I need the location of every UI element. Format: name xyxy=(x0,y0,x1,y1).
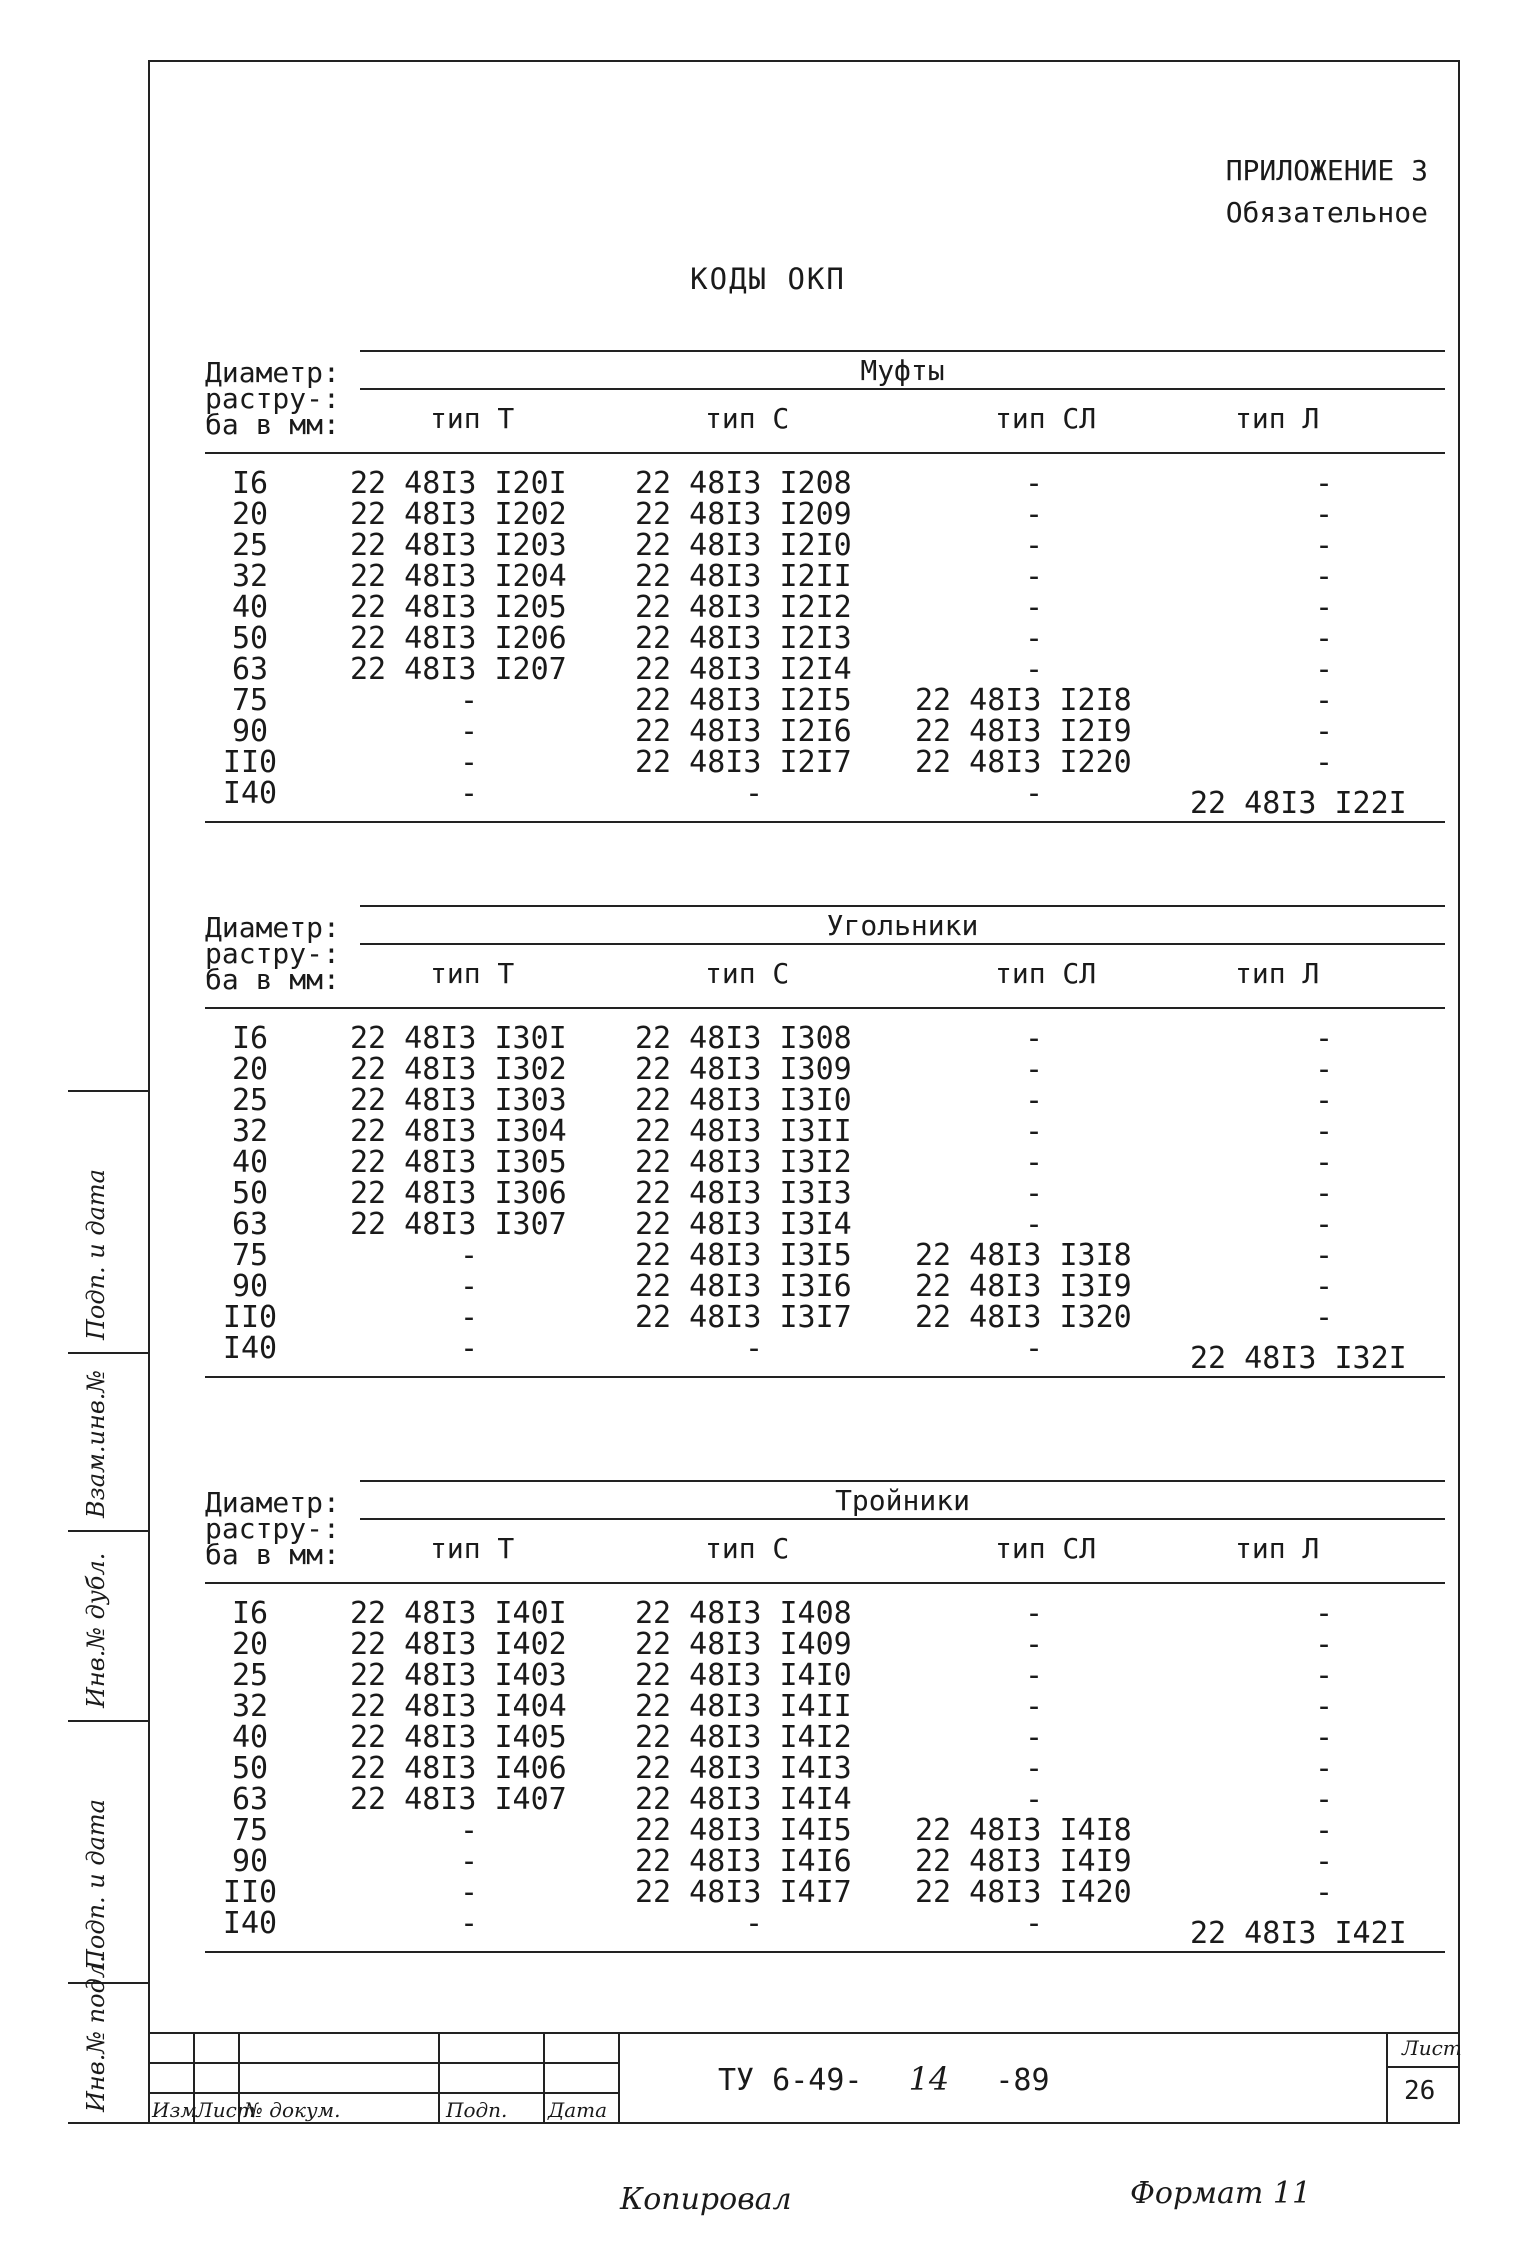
code-cell: - xyxy=(1025,776,1044,811)
code-cell: 22 48I3 I309 xyxy=(635,1052,852,1087)
code-cell: 22 48I3 I305 xyxy=(350,1145,567,1180)
code-cell: - xyxy=(1025,1052,1044,1087)
code-cell: - xyxy=(1315,1751,1334,1786)
code-cell: 22 48I3 I2I2 xyxy=(635,590,852,625)
code-cell: 22 48I3 I320 xyxy=(915,1300,1132,1335)
code-cell: 22 48I3 I3I8 xyxy=(915,1238,1132,1273)
code-cell: 22 48I3 I205 xyxy=(350,590,567,625)
code-cell: 22 48I3 I3I3 xyxy=(635,1176,852,1211)
footer-format: Формат 11 xyxy=(1130,2176,1312,2211)
code-cell: - xyxy=(460,1813,479,1848)
code-cell: 22 48I3 I3I4 xyxy=(635,1207,852,1242)
code-cell: - xyxy=(1025,1596,1044,1631)
sheet-label: Лист xyxy=(1402,2036,1462,2060)
code-cell: - xyxy=(1315,1689,1334,1724)
diameter-cell: 50 xyxy=(231,1751,269,1786)
document-number xyxy=(718,2060,1050,2098)
code-cell: - xyxy=(1315,1300,1334,1335)
diameter-header-label xyxy=(205,911,340,996)
diameter-cell: 40 xyxy=(231,1145,269,1180)
code-cell: 22 48I3 I4I4 xyxy=(635,1782,852,1817)
code-cell: 22 48I3 I2I3 xyxy=(635,621,852,656)
code-cell: - xyxy=(1315,621,1334,656)
code-cell: 22 48I3 I202 xyxy=(350,497,567,532)
stamp-label-sign: Подп. xyxy=(446,2098,508,2122)
appendix-subtitle: Обязательное xyxy=(1225,196,1428,229)
type-header-3: тип Л xyxy=(1235,957,1320,990)
sheet-number: 26 xyxy=(1404,2076,1436,2106)
code-cell: 22 48I3 I405 xyxy=(350,1720,567,1755)
code-cell: - xyxy=(745,1906,764,1941)
code-cell: - xyxy=(1315,1720,1334,1755)
code-cell: - xyxy=(1025,590,1044,625)
header-label-line3: ба в мм: xyxy=(205,408,340,441)
type-header-2: тип СЛ xyxy=(995,402,1097,435)
header-label-line2: растру-: xyxy=(205,937,340,970)
code-cell-l-last: 22 48I3 I22I xyxy=(1190,786,1407,821)
code-cell: 22 48I3 I304 xyxy=(350,1114,567,1149)
header-mid-rule xyxy=(360,388,1445,390)
header-label-line3: ба в мм: xyxy=(205,963,340,996)
side-label-orig-inv: Инв.№ подл. xyxy=(82,1955,110,2112)
code-cell: - xyxy=(1315,1844,1334,1879)
diameter-cell: 25 xyxy=(231,1658,269,1693)
header-bottom-rule xyxy=(205,452,1445,454)
header-mid-rule xyxy=(360,943,1445,945)
code-cell: 22 48I3 I2I5 xyxy=(635,683,852,718)
code-cell: 22 48I3 I203 xyxy=(350,528,567,563)
diameter-cell: II0 xyxy=(222,1300,278,1335)
diameter-cell: I6 xyxy=(231,1021,269,1056)
diameter-cell: 20 xyxy=(231,497,269,532)
code-cell: - xyxy=(1025,1689,1044,1724)
code-cell: - xyxy=(460,1844,479,1879)
code-cell: 22 48I3 I208 xyxy=(635,466,852,501)
diameter-cell: 75 xyxy=(231,1813,269,1848)
section-1 xyxy=(205,350,1445,890)
code-cell: 22 48I3 I4II xyxy=(635,1689,852,1724)
code-cell: 22 48I3 I30I xyxy=(350,1021,567,1056)
section-bottom-rule xyxy=(205,821,1445,823)
code-cell: - xyxy=(460,1331,479,1366)
code-cell: 22 48I3 I2I8 xyxy=(915,683,1132,718)
diameter-cell: 40 xyxy=(231,590,269,625)
code-cell: - xyxy=(460,776,479,811)
type-header-2: тип СЛ xyxy=(995,1532,1097,1565)
code-cell: - xyxy=(1315,1145,1334,1180)
code-cell: 22 48I3 I2I6 xyxy=(635,714,852,749)
diameter-cell: 63 xyxy=(231,652,269,687)
code-cell: - xyxy=(1315,1627,1334,1662)
header-label-line3: ба в мм: xyxy=(205,1538,340,1571)
code-cell: 22 48I3 I3I0 xyxy=(635,1083,852,1118)
diameter-cell: 50 xyxy=(231,621,269,656)
header-mid-rule xyxy=(360,1518,1445,1520)
code-cell: 22 48I3 I409 xyxy=(635,1627,852,1662)
header-label-line2: растру-: xyxy=(205,1512,340,1545)
code-cell: 22 48I3 I3I7 xyxy=(635,1300,852,1335)
code-cell: - xyxy=(1315,1813,1334,1848)
code-cell: - xyxy=(1025,652,1044,687)
code-cell: - xyxy=(1025,1145,1044,1180)
type-header-3: тип Л xyxy=(1235,1532,1320,1565)
code-cell: - xyxy=(460,1906,479,1941)
stamp-label-sheet: Лист xyxy=(196,2098,256,2122)
code-cell: 22 48I3 I3I6 xyxy=(635,1269,852,1304)
code-cell: - xyxy=(1025,466,1044,501)
code-cell: - xyxy=(460,745,479,780)
code-cell: - xyxy=(1025,1021,1044,1056)
code-cell: 22 48I3 I3I2 xyxy=(635,1145,852,1180)
code-cell: - xyxy=(745,1331,764,1366)
diameter-cell: 25 xyxy=(231,1083,269,1118)
code-cell: 22 48I3 I308 xyxy=(635,1021,852,1056)
code-cell: - xyxy=(1315,528,1334,563)
header-label-line1: Диаметр: xyxy=(205,911,340,944)
product-category-title: Угольники xyxy=(826,909,979,942)
document-title: КОДЫ ОКП xyxy=(690,262,846,296)
diameter-cell: 32 xyxy=(231,559,269,594)
header-label-line1: Диаметр: xyxy=(205,1486,340,1519)
code-cell-l-last: 22 48I3 I42I xyxy=(1190,1916,1407,1951)
code-cell: 22 48I3 I3I5 xyxy=(635,1238,852,1273)
diameter-cell: 75 xyxy=(231,683,269,718)
footer-copied: Копировал xyxy=(620,2182,792,2217)
code-cell: 22 48I3 I403 xyxy=(350,1658,567,1693)
code-cell: 22 48I3 I303 xyxy=(350,1083,567,1118)
code-cell: 22 48I3 I4I8 xyxy=(915,1813,1132,1848)
code-cell: - xyxy=(460,683,479,718)
diameter-cell: 25 xyxy=(231,528,269,563)
side-label-dup-inv: Инв.№ дубл. xyxy=(82,1552,110,1708)
title-block xyxy=(148,2032,1460,2124)
code-cell: 22 48I3 I2I9 xyxy=(915,714,1132,749)
code-cell: - xyxy=(1025,1331,1044,1366)
code-cell: 22 48I3 I207 xyxy=(350,652,567,687)
side-label-replace-inv: Взам.инв.№ xyxy=(82,1369,110,1518)
diameter-cell: 20 xyxy=(231,1627,269,1662)
code-cell: - xyxy=(460,1875,479,1910)
code-cell: 22 48I3 I4I7 xyxy=(635,1875,852,1910)
product-category-title: Муфты xyxy=(860,354,945,387)
section-bottom-rule xyxy=(205,1376,1445,1378)
header-label-line1: Диаметр: xyxy=(205,356,340,389)
diameter-cell: 32 xyxy=(231,1114,269,1149)
code-cell: 22 48I3 I4I3 xyxy=(635,1751,852,1786)
code-cell: - xyxy=(1025,559,1044,594)
code-cell: - xyxy=(1315,1658,1334,1693)
code-cell: - xyxy=(460,1238,479,1273)
left-margin-strip xyxy=(68,1090,148,2124)
code-cell: - xyxy=(745,776,764,811)
diameter-cell: II0 xyxy=(222,745,278,780)
code-cell: 22 48I3 I204 xyxy=(350,559,567,594)
diameter-cell: 32 xyxy=(231,1689,269,1724)
code-cell: - xyxy=(1315,1176,1334,1211)
code-cell: - xyxy=(1315,466,1334,501)
code-cell: - xyxy=(1315,497,1334,532)
type-header-0: тип Т xyxy=(430,1532,515,1565)
code-cell: 22 48I3 I206 xyxy=(350,621,567,656)
type-header-1: тип С xyxy=(705,1532,790,1565)
code-cell: 22 48I3 I408 xyxy=(635,1596,852,1631)
side-label-sign-date-1: Подп. и дата xyxy=(82,1169,110,1340)
code-cell: - xyxy=(1315,590,1334,625)
diameter-cell: I40 xyxy=(222,1906,278,1941)
type-header-2: тип СЛ xyxy=(995,957,1097,990)
code-cell: - xyxy=(1025,1906,1044,1941)
header-label-line2: растру-: xyxy=(205,382,340,415)
diameter-cell: 50 xyxy=(231,1176,269,1211)
diameter-header-label xyxy=(205,1486,340,1571)
code-cell: 22 48I3 I40I xyxy=(350,1596,567,1631)
diameter-cell: I6 xyxy=(231,1596,269,1631)
code-cell: 22 48I3 I4I0 xyxy=(635,1658,852,1693)
code-cell: 22 48I3 I4I9 xyxy=(915,1844,1132,1879)
header-top-rule xyxy=(360,350,1445,352)
diameter-cell: 90 xyxy=(231,1844,269,1879)
type-header-1: тип С xyxy=(705,402,790,435)
code-cell: - xyxy=(1315,1083,1334,1118)
diameter-cell: I40 xyxy=(222,776,278,811)
code-cell: - xyxy=(1025,1207,1044,1242)
appendix-title: ПРИЛОЖЕНИЕ 3 xyxy=(1225,154,1428,187)
stamp-label-doc-no: № докум. xyxy=(244,2098,341,2122)
doc-number-handwritten: 14 xyxy=(908,2060,950,2098)
diameter-cell: 40 xyxy=(231,1720,269,1755)
side-label-sign-date-2: Подп. и дата xyxy=(82,1799,110,1970)
code-cell: - xyxy=(1315,1021,1334,1056)
code-cell: - xyxy=(1025,1782,1044,1817)
code-cell-l-last: 22 48I3 I32I xyxy=(1190,1341,1407,1376)
code-cell: 22 48I3 I2I4 xyxy=(635,652,852,687)
diameter-cell: 90 xyxy=(231,714,269,749)
diameter-cell: I40 xyxy=(222,1331,278,1366)
code-cell: 22 48I3 I3I9 xyxy=(915,1269,1132,1304)
code-cell: 22 48I3 I307 xyxy=(350,1207,567,1242)
code-cell: - xyxy=(1025,1658,1044,1693)
section-bottom-rule xyxy=(205,1951,1445,1953)
code-cell: - xyxy=(1025,1114,1044,1149)
code-cell: 22 48I3 I20I xyxy=(350,466,567,501)
code-cell: 22 48I3 I4I2 xyxy=(635,1720,852,1755)
diameter-cell: 20 xyxy=(231,1052,269,1087)
code-cell: 22 48I3 I2I0 xyxy=(635,528,852,563)
type-header-0: тип Т xyxy=(430,957,515,990)
code-cell: 22 48I3 I404 xyxy=(350,1689,567,1724)
code-cell: - xyxy=(1315,559,1334,594)
type-header-1: тип С xyxy=(705,957,790,990)
code-cell: 22 48I3 I306 xyxy=(350,1176,567,1211)
code-cell: - xyxy=(1315,683,1334,718)
code-cell: - xyxy=(1315,745,1334,780)
header-bottom-rule xyxy=(205,1007,1445,1009)
code-cell: 22 48I3 I407 xyxy=(350,1782,567,1817)
code-cell: - xyxy=(460,714,479,749)
code-cell: - xyxy=(1025,1176,1044,1211)
code-cell: 22 48I3 I420 xyxy=(915,1875,1132,1910)
code-cell: - xyxy=(1025,1751,1044,1786)
code-cell: - xyxy=(1025,497,1044,532)
code-cell: - xyxy=(1025,1083,1044,1118)
code-cell: - xyxy=(1025,1627,1044,1662)
appendix-heading xyxy=(1226,150,1428,234)
code-cell: - xyxy=(1315,714,1334,749)
code-cell: 22 48I3 I4I5 xyxy=(635,1813,852,1848)
code-cell: 22 48I3 I3II xyxy=(635,1114,852,1149)
doc-number-prefix: ТУ 6-49- xyxy=(718,2063,863,2098)
doc-number-suffix: -89 xyxy=(995,2063,1050,2098)
diameter-cell: 63 xyxy=(231,1782,269,1817)
code-cell: 22 48I3 I402 xyxy=(350,1627,567,1662)
section-2 xyxy=(205,905,1445,1445)
code-cell: 22 48I3 I220 xyxy=(915,745,1132,780)
product-category-title: Тройники xyxy=(835,1484,970,1517)
code-cell: - xyxy=(1315,1238,1334,1273)
code-cell: - xyxy=(1315,652,1334,687)
section-3 xyxy=(205,1480,1445,2020)
code-cell: - xyxy=(1025,528,1044,563)
code-cell: - xyxy=(1315,1114,1334,1149)
code-cell: - xyxy=(1315,1596,1334,1631)
stamp-label-date: Дата xyxy=(548,2098,608,2122)
header-top-rule xyxy=(360,905,1445,907)
header-top-rule xyxy=(360,1480,1445,1482)
type-header-3: тип Л xyxy=(1235,402,1320,435)
code-cell: - xyxy=(1025,1720,1044,1755)
code-cell: 22 48I3 I406 xyxy=(350,1751,567,1786)
code-cell: - xyxy=(1315,1052,1334,1087)
code-cell: - xyxy=(460,1269,479,1304)
code-cell: 22 48I3 I4I6 xyxy=(635,1844,852,1879)
code-cell: - xyxy=(1025,621,1044,656)
code-cell: 22 48I3 I209 xyxy=(635,497,852,532)
diameter-header-label xyxy=(205,356,340,441)
stamp-label-change: Изм xyxy=(152,2098,197,2122)
diameter-cell: II0 xyxy=(222,1875,278,1910)
header-bottom-rule xyxy=(205,1582,1445,1584)
code-cell: - xyxy=(1315,1782,1334,1817)
diameter-cell: 90 xyxy=(231,1269,269,1304)
code-cell: 22 48I3 I302 xyxy=(350,1052,567,1087)
diameter-cell: 75 xyxy=(231,1238,269,1273)
type-header-0: тип Т xyxy=(430,402,515,435)
code-cell: - xyxy=(1315,1875,1334,1910)
diameter-cell: I6 xyxy=(231,466,269,501)
code-cell: 22 48I3 I2II xyxy=(635,559,852,594)
diameter-cell: 63 xyxy=(231,1207,269,1242)
code-cell: - xyxy=(1315,1269,1334,1304)
code-cell: - xyxy=(1315,1207,1334,1242)
code-cell: 22 48I3 I2I7 xyxy=(635,745,852,780)
code-cell: - xyxy=(460,1300,479,1335)
